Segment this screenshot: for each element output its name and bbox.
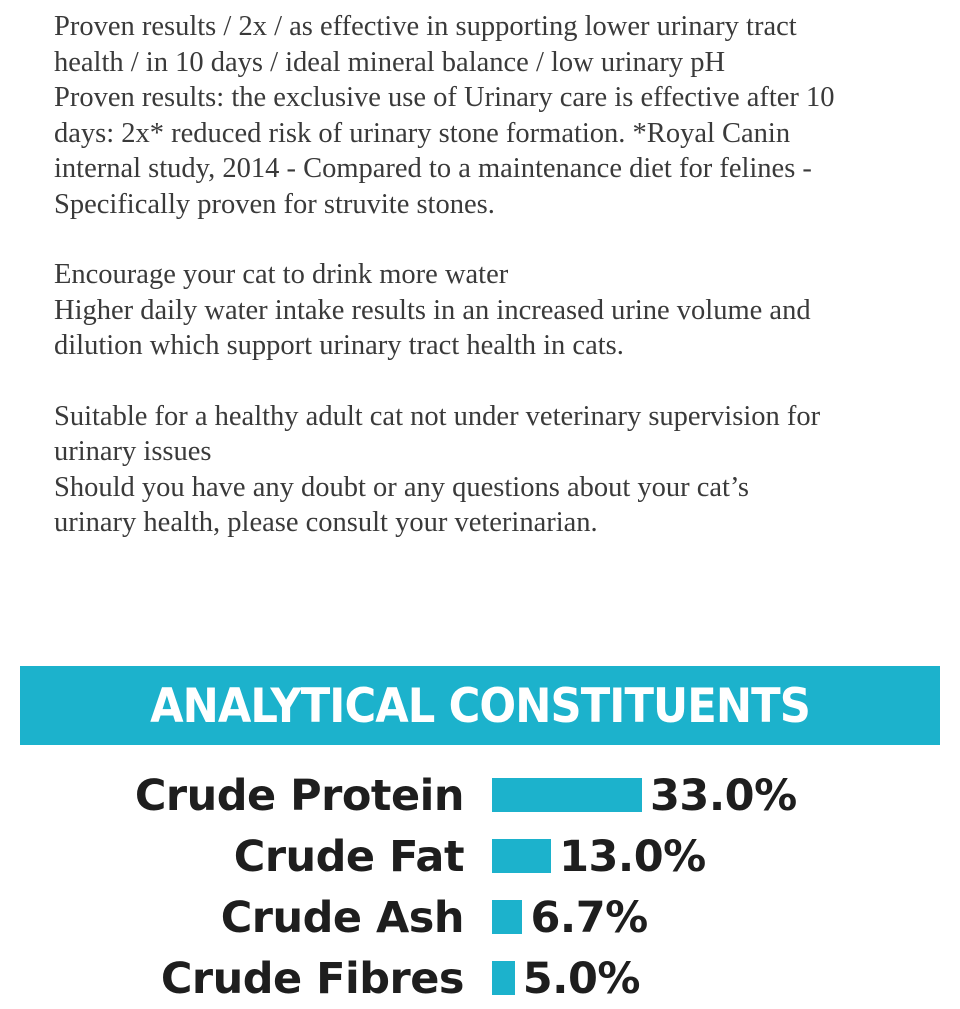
text-line: Specifically proven for struvite stones. [54, 188, 495, 220]
constituent-row [0, 766, 960, 826]
constituent-label: Crude Fibres [160, 954, 464, 1004]
constituent-row [0, 888, 960, 948]
text-line: urinary issues [54, 436, 212, 467]
text-line: Should you have any doubt or any questions about your cat’s [54, 471, 749, 503]
text-line: dilution which support urinary tract health in cats. [54, 330, 624, 361]
paragraph-gap [54, 364, 934, 399]
constituents-banner [20, 666, 940, 745]
text-line: urinary health, please consult your veterinarian. [54, 507, 598, 538]
constituent-label: Crude Fat [233, 832, 464, 882]
text-line: Proven results: the exclusive use of Urinary care is effective after 10 [54, 82, 835, 113]
product-description [54, 9, 934, 541]
constituent-label: Crude Ash [220, 893, 464, 943]
constituents-title: ANALYTICAL CONSTITUENTS [150, 679, 810, 734]
paragraph-gap [54, 222, 934, 257]
text-line: internal study, 2014 - Compared to a maintenance diet for felines - [54, 153, 812, 184]
constituent-label: Crude Protein [134, 771, 464, 821]
constituent-bar [492, 839, 551, 873]
text-line: Proven results / 2x / as effective in supporting lower urinary tract [54, 11, 797, 42]
constituent-value: 13.0% [559, 832, 706, 882]
constituent-row [0, 949, 960, 1009]
constituent-row [0, 827, 960, 887]
constituent-value: 5.0% [522, 954, 640, 1004]
text-line: health / in 10 days / ideal mineral balance / low urinary pH [54, 46, 726, 78]
constituent-bar [492, 900, 522, 934]
text-line: Encourage your cat to drink more water [54, 259, 509, 290]
text-line: days: 2x* reduced risk of urinary stone formation. *Royal Canin [54, 117, 791, 149]
constituent-value: 6.7% [530, 893, 648, 943]
text-line: Suitable for a healthy adult cat not under veterinary supervision for [54, 400, 821, 432]
text-line: Higher daily water intake results in an increased urine volume and [54, 294, 811, 326]
constituent-bar [492, 778, 642, 812]
constituent-value: 33.0% [650, 771, 797, 821]
constituent-bar [492, 961, 515, 995]
